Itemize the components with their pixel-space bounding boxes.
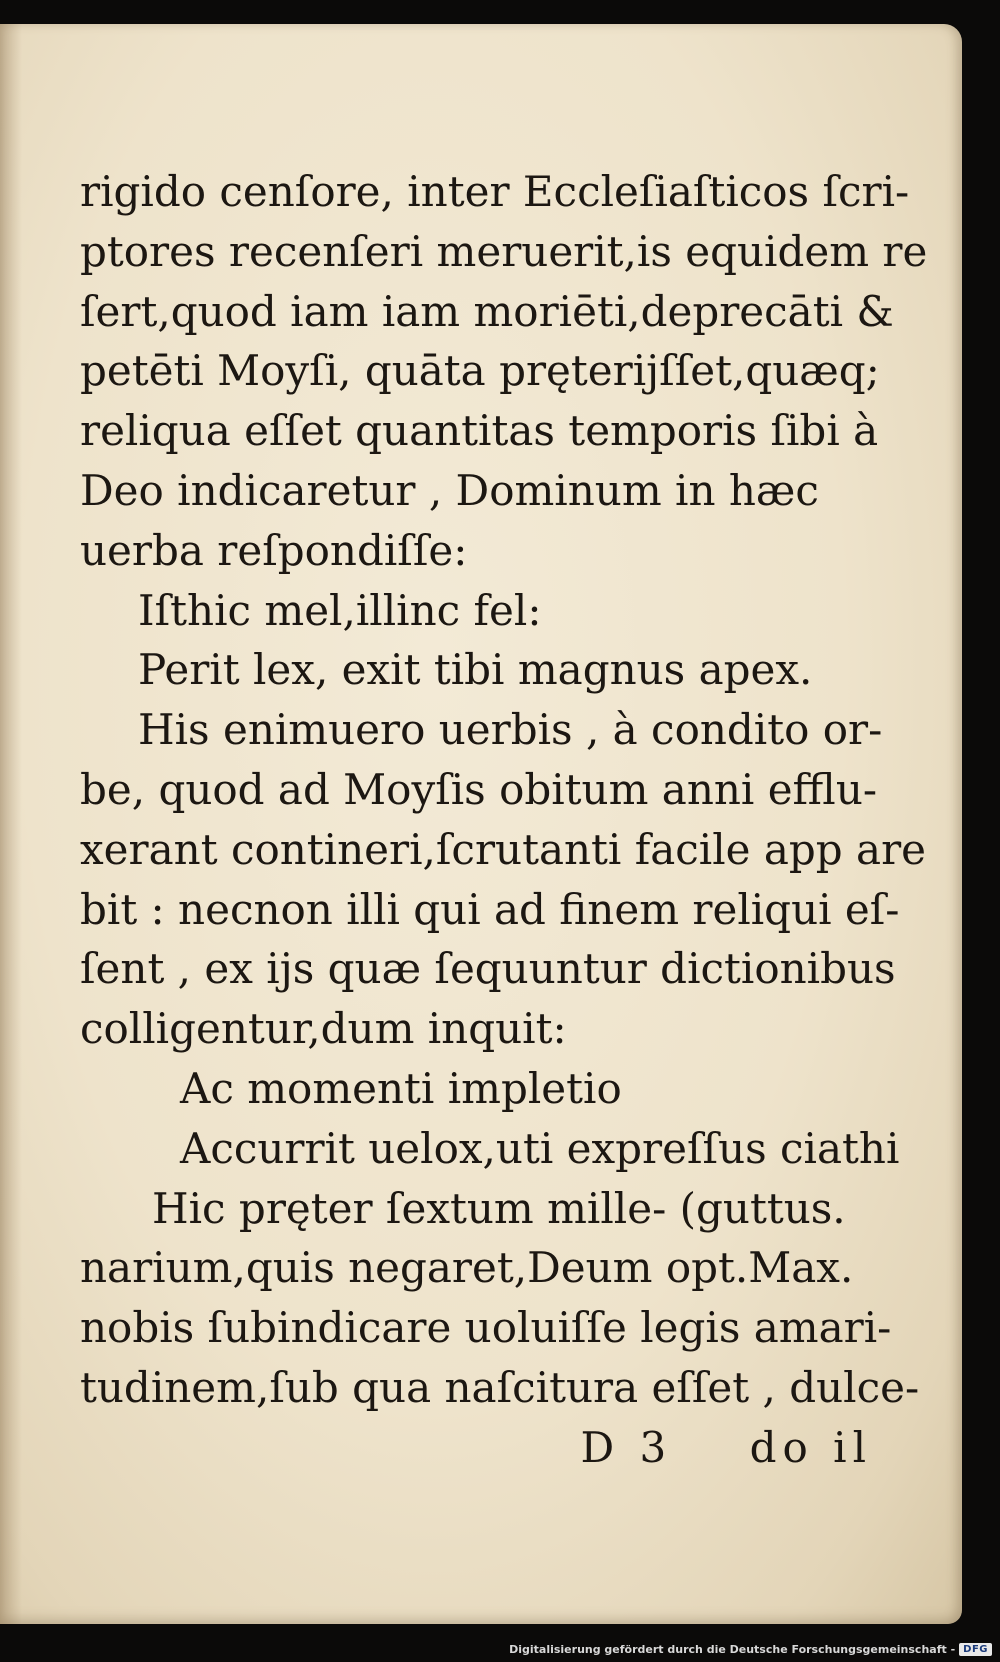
- text-line: narium,quis negaret,Deum opt.Max.: [80, 1243, 854, 1293]
- footer-credit: Digitalisierung gefördert durch die Deutsche Forschungsgemeinschaft -: [509, 1642, 956, 1656]
- text-line: Hic pręter ſextum mille- (guttus.: [152, 1183, 846, 1233]
- catchword: do il: [749, 1422, 872, 1472]
- text-line: xerant contineri,ſcrutanti facile app are: [80, 824, 927, 874]
- book-page: [0, 24, 962, 1624]
- text-line: colligentur,dum inquit:: [80, 1004, 567, 1054]
- text-line: uerba reſpondiſſe:: [80, 525, 468, 575]
- verse-line: Accurrit uelox,uti expreſſus ciathi: [180, 1123, 900, 1173]
- text-line: be, quod ad Moyſis obitum anni efflu-: [80, 764, 878, 814]
- text-line: reliqua eſſet quantitas temporis ſibi à: [80, 406, 879, 456]
- text-line: rigido cenſore, inter Eccleſiaſticos ſcri-: [80, 167, 910, 216]
- verse-line: Ac momenti impletio: [180, 1063, 622, 1113]
- dfg-logo-icon: DFG: [959, 1643, 992, 1656]
- page-text-block: [80, 162, 928, 1478]
- verse-line: Perit lex, exit tibi magnus apex.: [138, 645, 813, 695]
- text-line: petēti Moyſi, quāta pręterijſſet,quæq;: [80, 346, 880, 396]
- text-line: nobis ſubindicare uoluiſſe legis amari-: [80, 1303, 892, 1353]
- text-line: ſert,quod iam iam moriēti,deprecāti &: [80, 286, 894, 336]
- text-line: ſent , ex ijs quæ ſequuntur dictionibus: [80, 944, 896, 994]
- paragraph-start-line: His enimuero uerbis , à condito or-: [138, 705, 883, 755]
- text-line: ptores recenſeri meruerit,is equidem re: [80, 226, 928, 276]
- signature-mark: D 3: [580, 1422, 673, 1472]
- verse-line: Iſthic mel,illinc fel:: [138, 585, 542, 635]
- text-line: Deo indicaretur , Dominum in hæc: [80, 465, 819, 515]
- text-line: tudinem,ſub qua naſcitura eſſet , dulce-: [80, 1362, 920, 1412]
- signature-catchword-line: [80, 1418, 890, 1478]
- text-line: bit : necnon illi qui ad finem reliqui eſ-: [80, 884, 900, 934]
- digitization-footer: [509, 1640, 992, 1658]
